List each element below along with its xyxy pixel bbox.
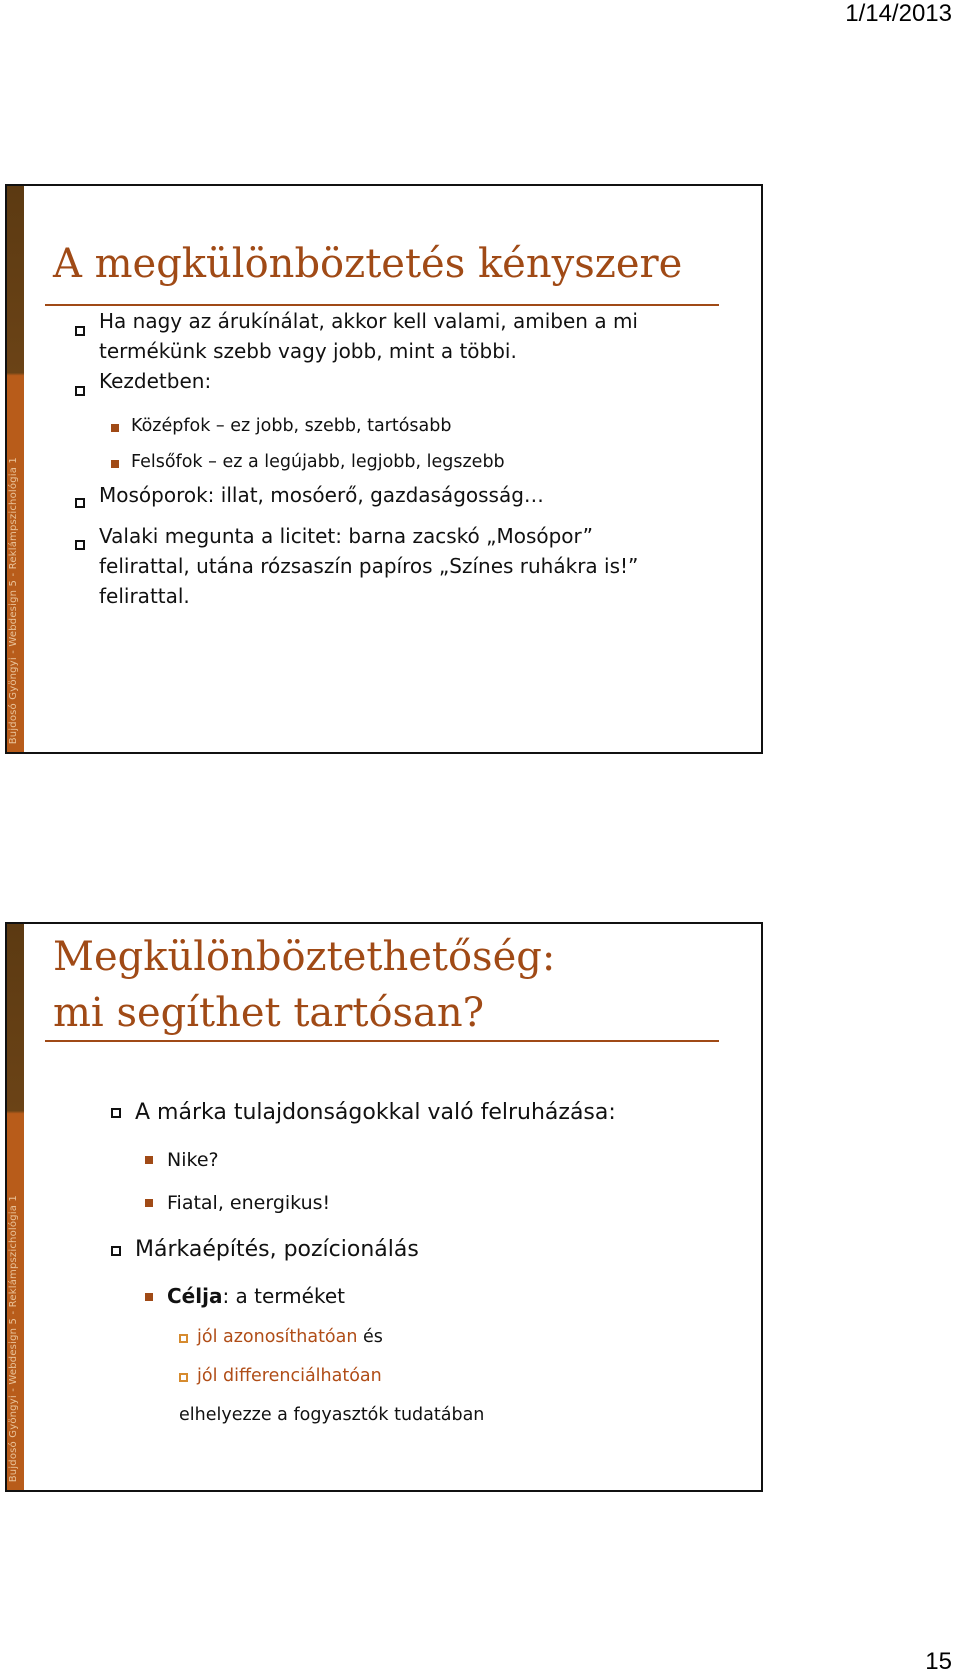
page-number: 15 xyxy=(925,1648,952,1675)
hollow-square-bullet-icon xyxy=(75,498,85,508)
bullet-text: Ha nagy az árukínálat, akkor kell valami, amiben a mi termékünk szebb vagy jobb, mint a többi. xyxy=(99,309,638,363)
hollow-square-bullet-icon xyxy=(111,1246,121,1256)
slide-title: A megkülönböztetés kényszere xyxy=(53,241,683,287)
bullet-text: Valaki megunta a licitet: barna zacskó „Mosópor” felirattal, utána rózsaszín papíros „Színes ruhákra is!” felirattal. xyxy=(99,524,639,608)
slide-content xyxy=(7,186,761,752)
hollow-square-bullet-icon xyxy=(111,1108,121,1118)
bullet-text: Mosóporok: illat, mosóerő, gazdaságosság… xyxy=(99,483,544,507)
slide-1 xyxy=(5,184,763,754)
slide-title: Megkülönböztethetőség: mi segíthet tartósan? xyxy=(53,934,556,1036)
hollow-square-bullet-icon xyxy=(179,1334,188,1343)
sub-sub-bullet-text: jól differenciálhatóan xyxy=(197,1366,382,1386)
slide-content xyxy=(7,924,761,1490)
bullet-text: A márka tulajdonságokkal való felruházása: xyxy=(135,1100,616,1125)
sidebar-footer-text: Bujdosó Gyöngyi - Webdesign 5 - Reklámpszichológia 1 xyxy=(8,456,19,744)
sidebar-footer-text: Bujdosó Gyöngyi - Webdesign 5 - Reklámpszichológia 1 xyxy=(8,1194,19,1482)
filled-square-bullet-icon xyxy=(145,1293,153,1301)
hollow-square-bullet-icon xyxy=(75,386,85,396)
hollow-square-bullet-icon xyxy=(75,326,85,336)
sub-bullet-text: Célja: a terméket xyxy=(167,1284,345,1308)
sub-bullet-text: Felsőfok – ez a legújabb, legjobb, legszebb xyxy=(131,452,505,472)
filled-square-bullet-icon xyxy=(145,1199,153,1207)
page-date: 1/14/2013 xyxy=(845,0,952,27)
sub-sub-bullet-text: jól azonosíthatóan és xyxy=(197,1327,383,1347)
slide-2 xyxy=(5,922,763,1492)
filled-square-bullet-icon xyxy=(111,424,119,432)
sub-bullet-text: Középfok – ez jobb, szebb, tartósabb xyxy=(131,416,452,436)
hollow-square-bullet-icon xyxy=(179,1373,188,1382)
filled-square-bullet-icon xyxy=(111,460,119,468)
continuation-text: elhelyezze a fogyasztók tudatában xyxy=(179,1405,485,1425)
bullet-text: Márkaépítés, pozícionálás xyxy=(135,1237,419,1262)
bullet-text: Kezdetben: xyxy=(99,369,212,393)
hollow-square-bullet-icon xyxy=(75,540,85,550)
filled-square-bullet-icon xyxy=(145,1156,153,1164)
sub-bullet-text: Nike? xyxy=(167,1149,219,1171)
sub-bullet-text: Fiatal, energikus! xyxy=(167,1192,331,1214)
